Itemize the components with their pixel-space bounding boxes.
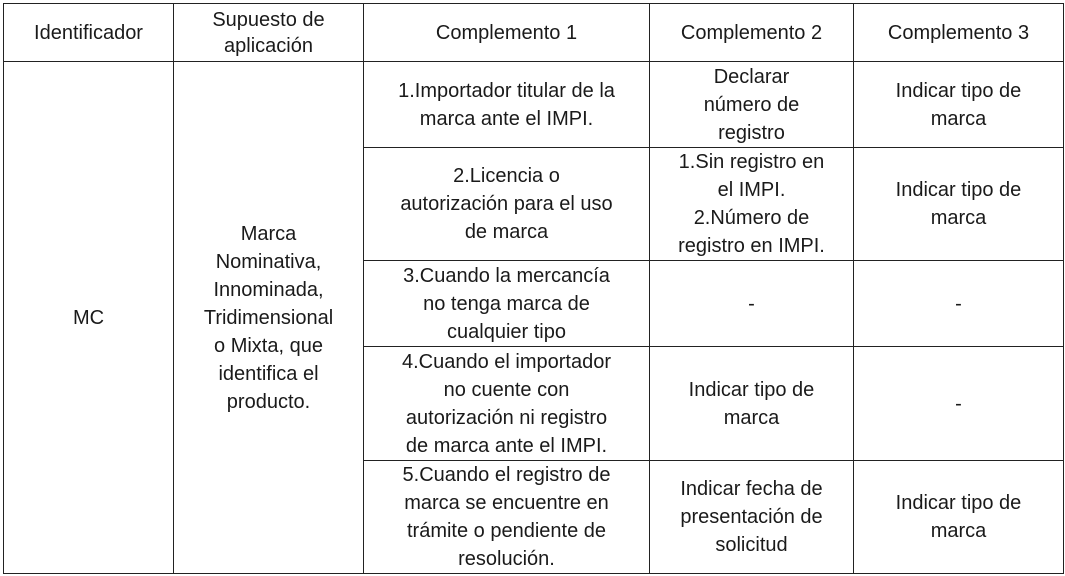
complemento-2-cell: Declarar número de registro (650, 62, 854, 148)
complemento-1-cell: 4.Cuando el importador no cuente con autorización ni registro de marca ante el IMPI. (364, 347, 650, 461)
header-complemento-1: Complemento 1 (364, 4, 650, 62)
table-row (4, 62, 1064, 148)
complemento-3-cell: - (854, 347, 1064, 461)
complemento-3-cell: - (854, 261, 1064, 347)
complemento-3-cell: Indicar tipo de marca (854, 461, 1064, 574)
supuesto-cell: Marca Nominativa, Innominada, Tridimensional o Mixta, que identifica el producto. (174, 62, 364, 574)
complemento-1-cell: 5.Cuando el registro de marca se encuentre en trámite o pendiente de resolución. (364, 461, 650, 574)
complemento-1-cell: 1.Importador titular de la marca ante el IMPI. (364, 62, 650, 148)
complemento-2-cell: Indicar tipo de marca (650, 347, 854, 461)
complemento-3-cell: Indicar tipo de marca (854, 148, 1064, 261)
complemento-2-cell: 1.Sin registro en el IMPI. 2.Número de registro en IMPI. (650, 148, 854, 261)
complementos-table (3, 3, 1064, 574)
header-identificador: Identificador (4, 4, 174, 62)
header-complemento-3: Complemento 3 (854, 4, 1064, 62)
header-complemento-2: Complemento 2 (650, 4, 854, 62)
complemento-2-cell: - (650, 261, 854, 347)
identificador-cell: MC (4, 62, 174, 574)
complemento-1-cell: 2.Licencia o autorización para el uso de marca (364, 148, 650, 261)
header-supuesto-de-aplicacion: Supuesto de aplicación (174, 4, 364, 62)
table-header-row (4, 4, 1064, 62)
complemento-1-cell: 3.Cuando la mercancía no tenga marca de cualquier tipo (364, 261, 650, 347)
complemento-3-cell: Indicar tipo de marca (854, 62, 1064, 148)
complemento-2-cell: Indicar fecha de presentación de solicitud (650, 461, 854, 574)
